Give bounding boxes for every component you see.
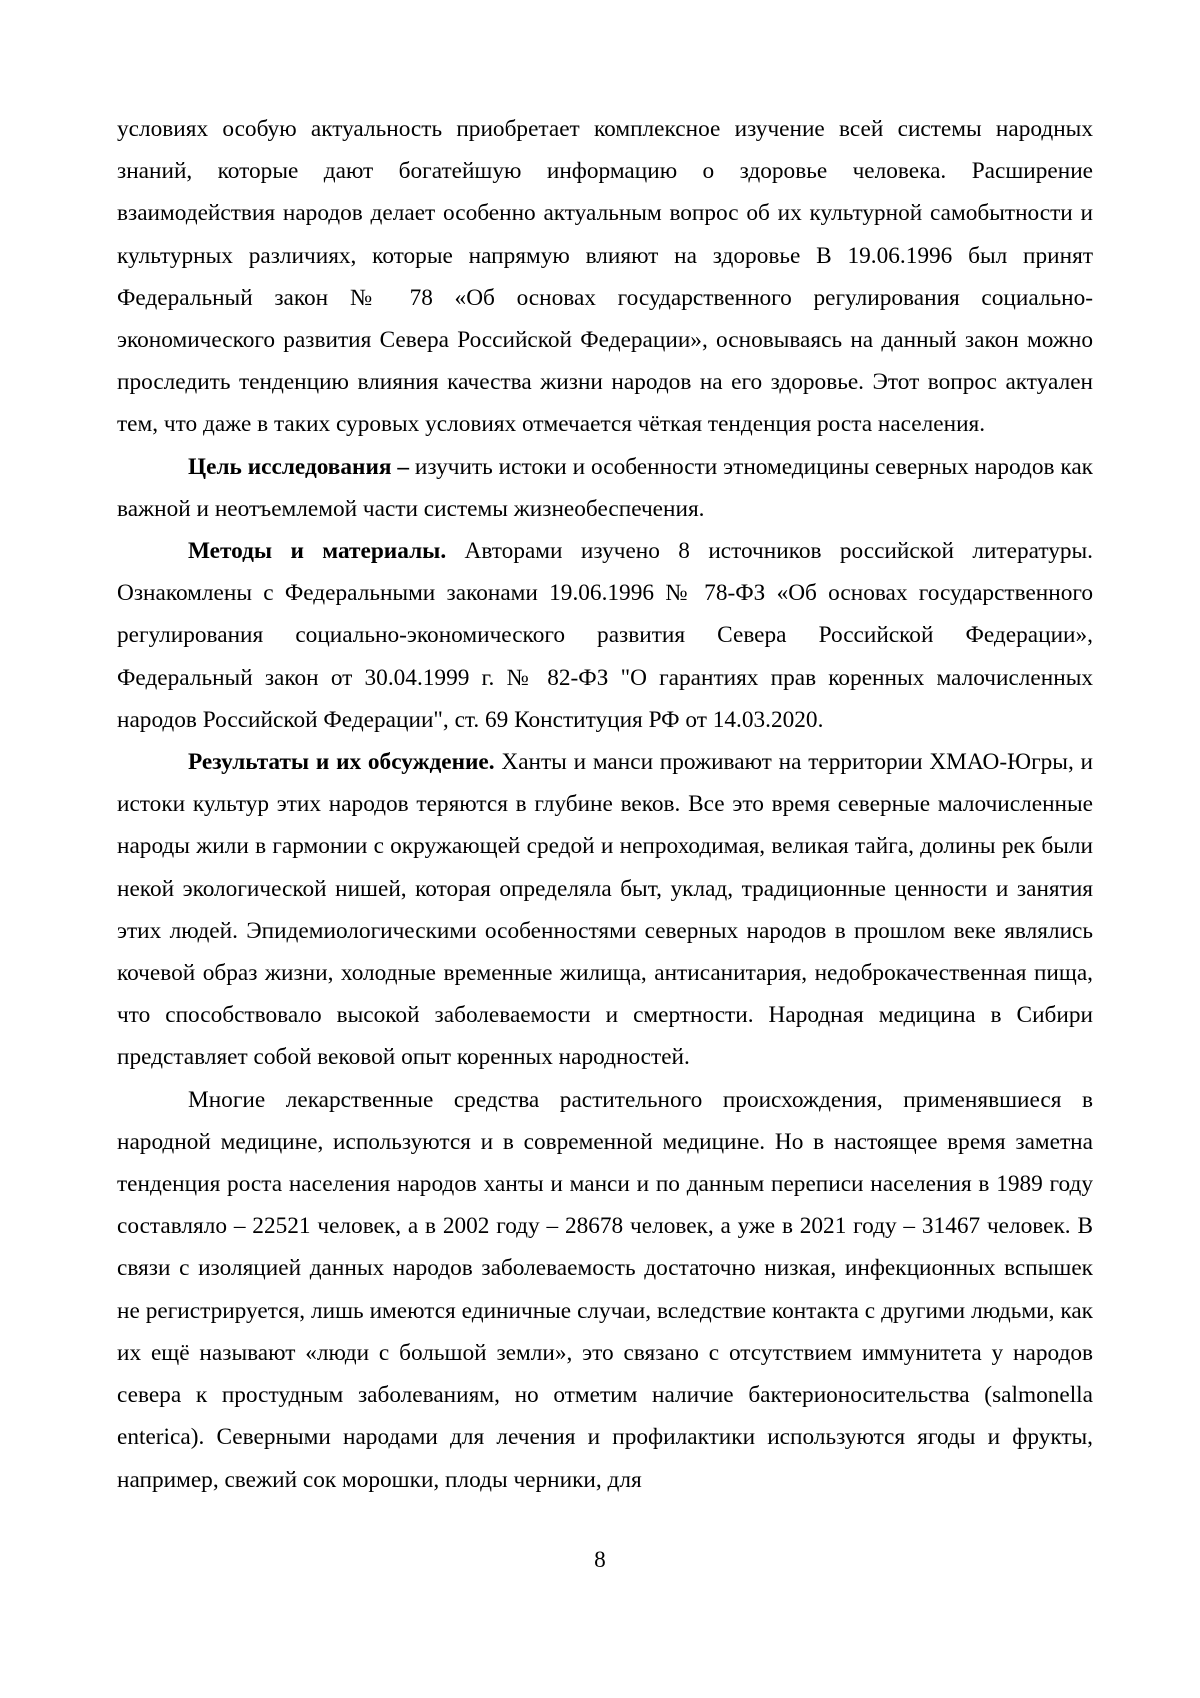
section-heading-goal: Цель исследования – [188,453,410,480]
paragraph-methods [117,530,1093,741]
paragraph-text: Ханты и манси проживают на территории ХМАО-Югры, и истоки культур этих народов теряются в глубине веков. Все это время северные малочисленные народы жили в гармонии с окружающей средой и непроходимая, великая тайга, долины рек были некой экологической нишей, которая определяла быт, уклад, традиционные ценности и занятия этих людей. Эпидемиологическими особенностями северных народов в прошлом веке являлись кочевой образ жизни, холодные временные жилища, антисанитария, недоброкачественная пища, что способствовало высокой заболеваемости и смертности. Народная медицина в Сибири представляет собой вековой опыт коренных народностей. [117,749,1093,1071]
paragraph-medicinal-plants [117,1079,1093,1501]
paragraph-intro-continued [117,108,1093,446]
section-heading-methods: Методы и материалы. [188,538,447,565]
section-heading-results: Результаты и их обсуждение. [188,749,495,776]
paragraph-text: условиях особую актуальность приобретает комплексное изучение всей системы народных знаний, которые дают богатейшую информацию о здоровье человека. Расширение взаимодействия народов делает особенно актуальным вопрос об их культурной самобытности и культурных различиях, которые напрямую влияют на здоровье В 19.06.1996 был принят Федеральный закон № 78 «Об основах государственного регулирования социально-экономического развития Севера Российской Федерации», основываясь на данный закон можно проследить тенденцию влияния качества жизни народов на его здоровье. Этот вопрос актуален тем, что даже в таких суровых условиях отмечается чёткая тенденция роста населения. [117,116,1093,438]
page-number: 8 [594,1547,606,1573]
document-body [117,108,1093,1501]
paragraph-results [117,741,1093,1079]
paragraph-text: изучить истоки и особенности этномедицины северных народов как важной и неотъемлемой части системы жизнеобеспечения. [117,453,1093,522]
paragraph-research-goal [117,446,1093,530]
paragraph-text: Авторами изучено 8 источников российской литературы. Ознакомлены с Федеральными законами 19.06.1996 № 78-ФЗ «Об основах государственного регулирования социально-экономического развития Севера Российской Федерации», Федеральный закон от 30.04.1999 г. № 82-ФЗ "О гарантиях прав коренных малочисленных народов Российской Федерации", ст. 69 Конституция РФ от 14.03.2020. [117,538,1093,733]
paragraph-text: Многие лекарственные средства растительного происхождения, применявшиеся в народной медицине, используются и в современной медицине. Но в настоящее время заметна тенденция роста населения народов ханты и манси и по данным переписи населения в 1989 году составляло – 22521 человек, а в 2002 году – 28678 человек, а уже в 2021 году – 31467 человек. В связи с изоляцией данных народов заболеваемость достаточно низкая, инфекционных вспышек не регистрируется, лишь имеются единичные случаи, вследствие контакта с другими людьми, как их ещё называют «люди с большой земли», это связано с отсутствием иммунитета у народов севера к простудным заболеваниям, но отметим наличие бактерионосительства (salmonella enterica). Северными народами для лечения и профилактики используются ягоды и фрукты, например, свежий сок морошки, плоды черники, для [117,1086,1093,1493]
